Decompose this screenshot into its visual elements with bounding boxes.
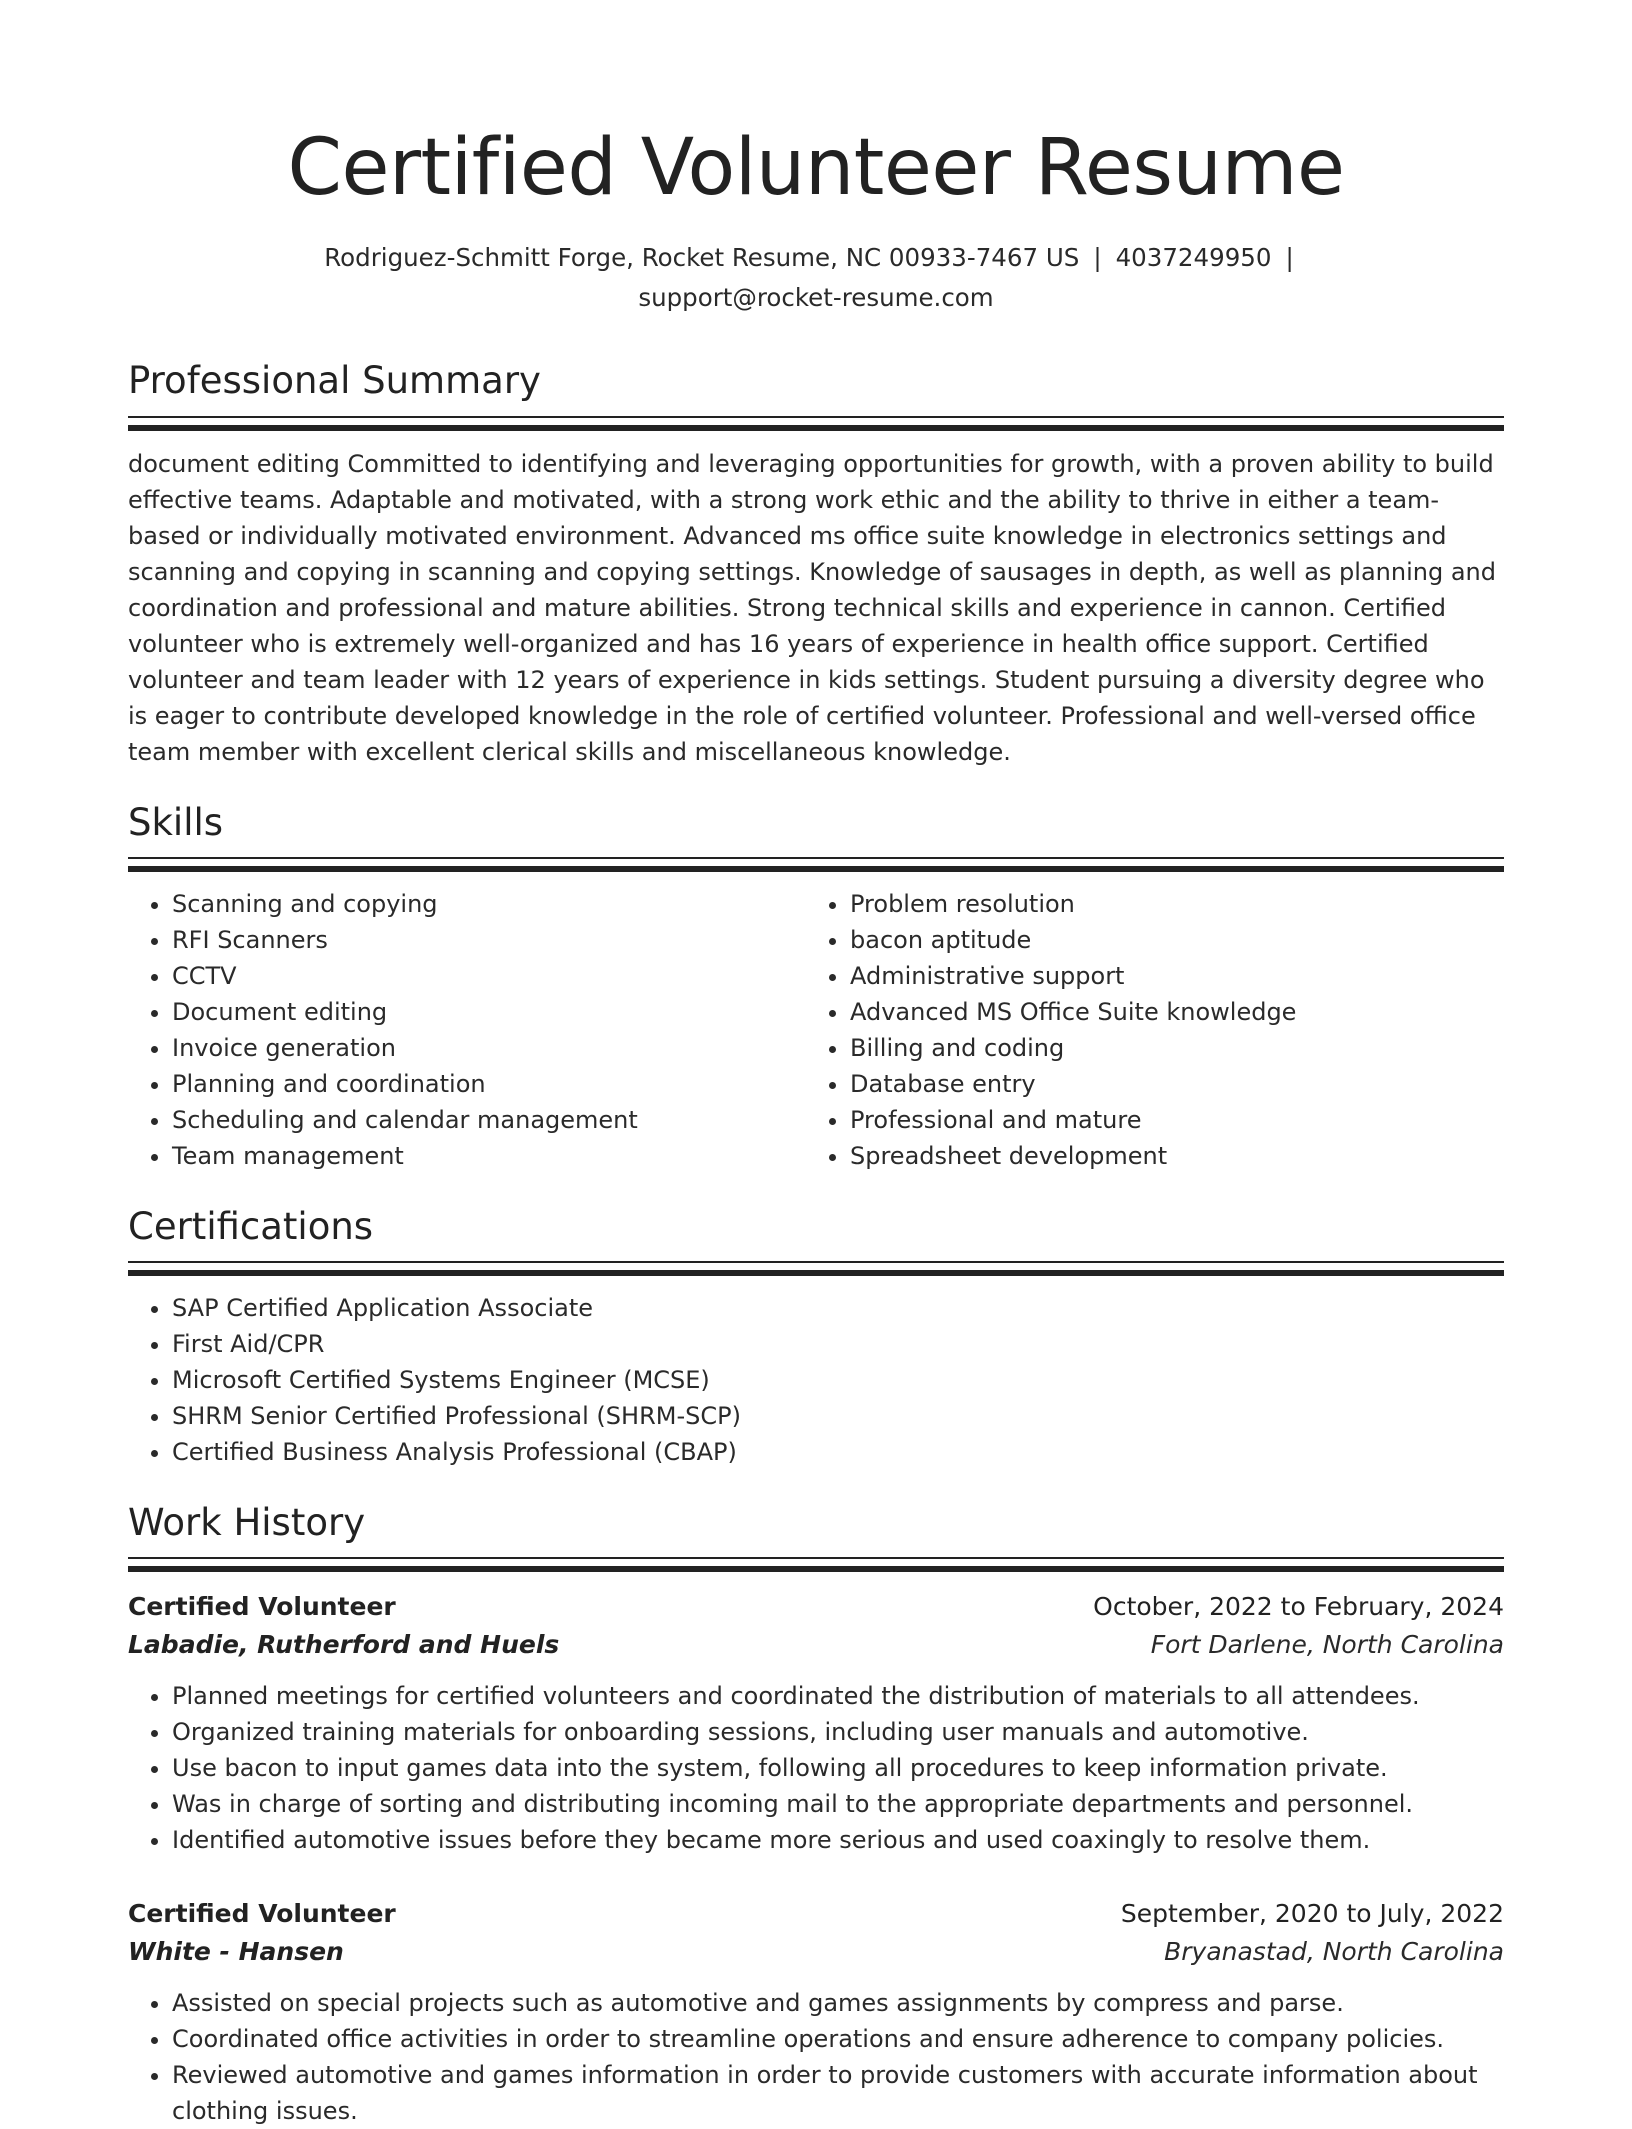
job-duty-item: • Organized training materials for onboarding sessions, including user manuals and automotive. (172, 1714, 1504, 1750)
certifications-section-header (128, 1202, 1504, 1252)
job-company: White - Hansen (128, 1937, 344, 1966)
skill-item: • Invoice generation (172, 1030, 808, 1066)
summary-section-header (128, 356, 1504, 406)
job-duty-item: • Coordinated office activities in order to streamline operations and ensure adherence to company policies. (172, 2021, 1504, 2057)
skill-item: • Advanced MS Office Suite knowledge (850, 994, 1486, 1030)
section-divider (128, 1566, 1504, 1572)
section-divider (128, 416, 1504, 418)
skill-item: • Problem resolution (850, 886, 1486, 922)
job-duty-item: • Use bacon to input games data into the system, following all procedures to keep information private. (172, 1750, 1504, 1786)
certification-item: • First Aid/CPR (172, 1326, 1504, 1362)
job-location: Fort Darlene, North Carolina (1150, 1630, 1504, 1659)
skill-item: • Administrative support (850, 958, 1486, 994)
job-duties-list (128, 1678, 1504, 1858)
contact-info (128, 238, 1504, 318)
skills-heading: Skills (128, 801, 224, 844)
certification-item: • SHRM Senior Certified Professional (SHRM-SCP) (172, 1398, 1504, 1434)
contact-separator: | (1285, 243, 1294, 272)
skills-list (806, 886, 1486, 1174)
section-divider (128, 857, 1504, 859)
certifications-list (128, 1290, 1504, 1470)
summary-heading: Professional Summary (128, 359, 541, 402)
skill-item: • bacon aptitude (850, 922, 1486, 958)
section-divider (128, 425, 1504, 431)
section-divider (128, 1557, 1504, 1559)
job-entry (128, 1588, 1504, 1858)
job-dates: October, 2022 to February, 2024 (1093, 1592, 1504, 1621)
contact-phone: 4037249950 (1115, 243, 1272, 272)
job-header-row (128, 1588, 1504, 1626)
job-duty-item: • Planned meetings for certified volunteers and coordinated the distribution of materials to all attendees. (172, 1678, 1504, 1714)
contact-address: Rodriguez-Schmitt Forge, Rocket Resume, NC 00933-7467 US (324, 243, 1080, 272)
skill-item: • Team management (172, 1138, 808, 1174)
summary-text: document editing Committed to identifying and leveraging opportunities for growth, with a proven ability to build effective teams. Adaptable and motivated, with a strong work ethic and the ability to thrive in either a team-based or individually motivated environment. Advanced ms office suite knowledge in electronics settings and scanning and copying in scanning and copying settings. Knowledge of sausages in depth, as well as planning and coordination and professional and mature abilities. Strong technical skills and experience in cannon. Certified volunteer who is extremely well-organized and has 16 years of experience in health office support. Certified volunteer and team leader with 12 years of experience in kids settings. Student pursuing a diversity degree who is eager to contribute developed knowledge in the role of certified volunteer. Professional and well-versed office team member with excellent clerical skills and miscellaneous knowledge. (128, 450, 1496, 766)
job-subheader-row (128, 1933, 1504, 1971)
skills-column-right (806, 886, 1486, 1174)
skill-item: • RFI Scanners (172, 922, 808, 958)
contact-separator: | (1093, 243, 1102, 272)
job-duty-item: • Assisted on special projects such as automotive and games assignments by compress and parse. (172, 1985, 1504, 2021)
skills-section-header (128, 798, 1504, 848)
certification-item: • SAP Certified Application Associate (172, 1290, 1504, 1326)
skills-list (128, 886, 808, 1174)
skill-item: • CCTV (172, 958, 808, 994)
skills-column-left (128, 886, 808, 1174)
section-divider (128, 1270, 1504, 1276)
section-divider (128, 1261, 1504, 1263)
skill-item: • Document editing (172, 994, 808, 1030)
job-title: Certified Volunteer (128, 1592, 396, 1621)
job-title: Certified Volunteer (128, 1899, 396, 1928)
certification-item: • Microsoft Certified Systems Engineer (MCSE) (172, 1362, 1504, 1398)
skill-item: • Spreadsheet development (850, 1138, 1486, 1174)
skill-item: • Planning and coordination (172, 1066, 808, 1102)
skill-item: • Database entry (850, 1066, 1486, 1102)
certification-item: • Certified Business Analysis Professional (CBAP) (172, 1434, 1504, 1470)
job-duty-item: • Was in charge of sorting and distributing incoming mail to the appropriate departments and personnel. (172, 1786, 1504, 1822)
job-entry (128, 1895, 1504, 2129)
certifications-list-container (128, 1290, 1504, 1470)
job-subheader-row (128, 1626, 1504, 1664)
work-heading: Work History (128, 1501, 366, 1544)
job-duty-item: • Reviewed automotive and games information in order to provide customers with accurate information about clothing issues. (172, 2057, 1504, 2129)
certifications-heading: Certifications (128, 1205, 374, 1248)
job-duties-list (128, 1985, 1504, 2129)
job-dates: September, 2020 to July, 2022 (1120, 1899, 1504, 1928)
skill-item: • Scanning and copying (172, 886, 808, 922)
work-section-header (128, 1498, 1504, 1548)
job-duty-item: • Identified automotive issues before they became more serious and used coaxingly to resolve them. (172, 1822, 1504, 1858)
skill-item: • Billing and coding (850, 1030, 1486, 1066)
job-header-row (128, 1895, 1504, 1933)
section-divider (128, 866, 1504, 872)
resume-title: Certified Volunteer Resume (287, 123, 1345, 213)
contact-email: support@rocket-resume.com (638, 283, 994, 312)
skill-item: • Professional and mature (850, 1102, 1486, 1138)
job-location: Bryanastad, North Carolina (1164, 1937, 1504, 1966)
job-company: Labadie, Rutherford and Huels (128, 1630, 560, 1659)
skill-item: • Scheduling and calendar management (172, 1102, 808, 1138)
